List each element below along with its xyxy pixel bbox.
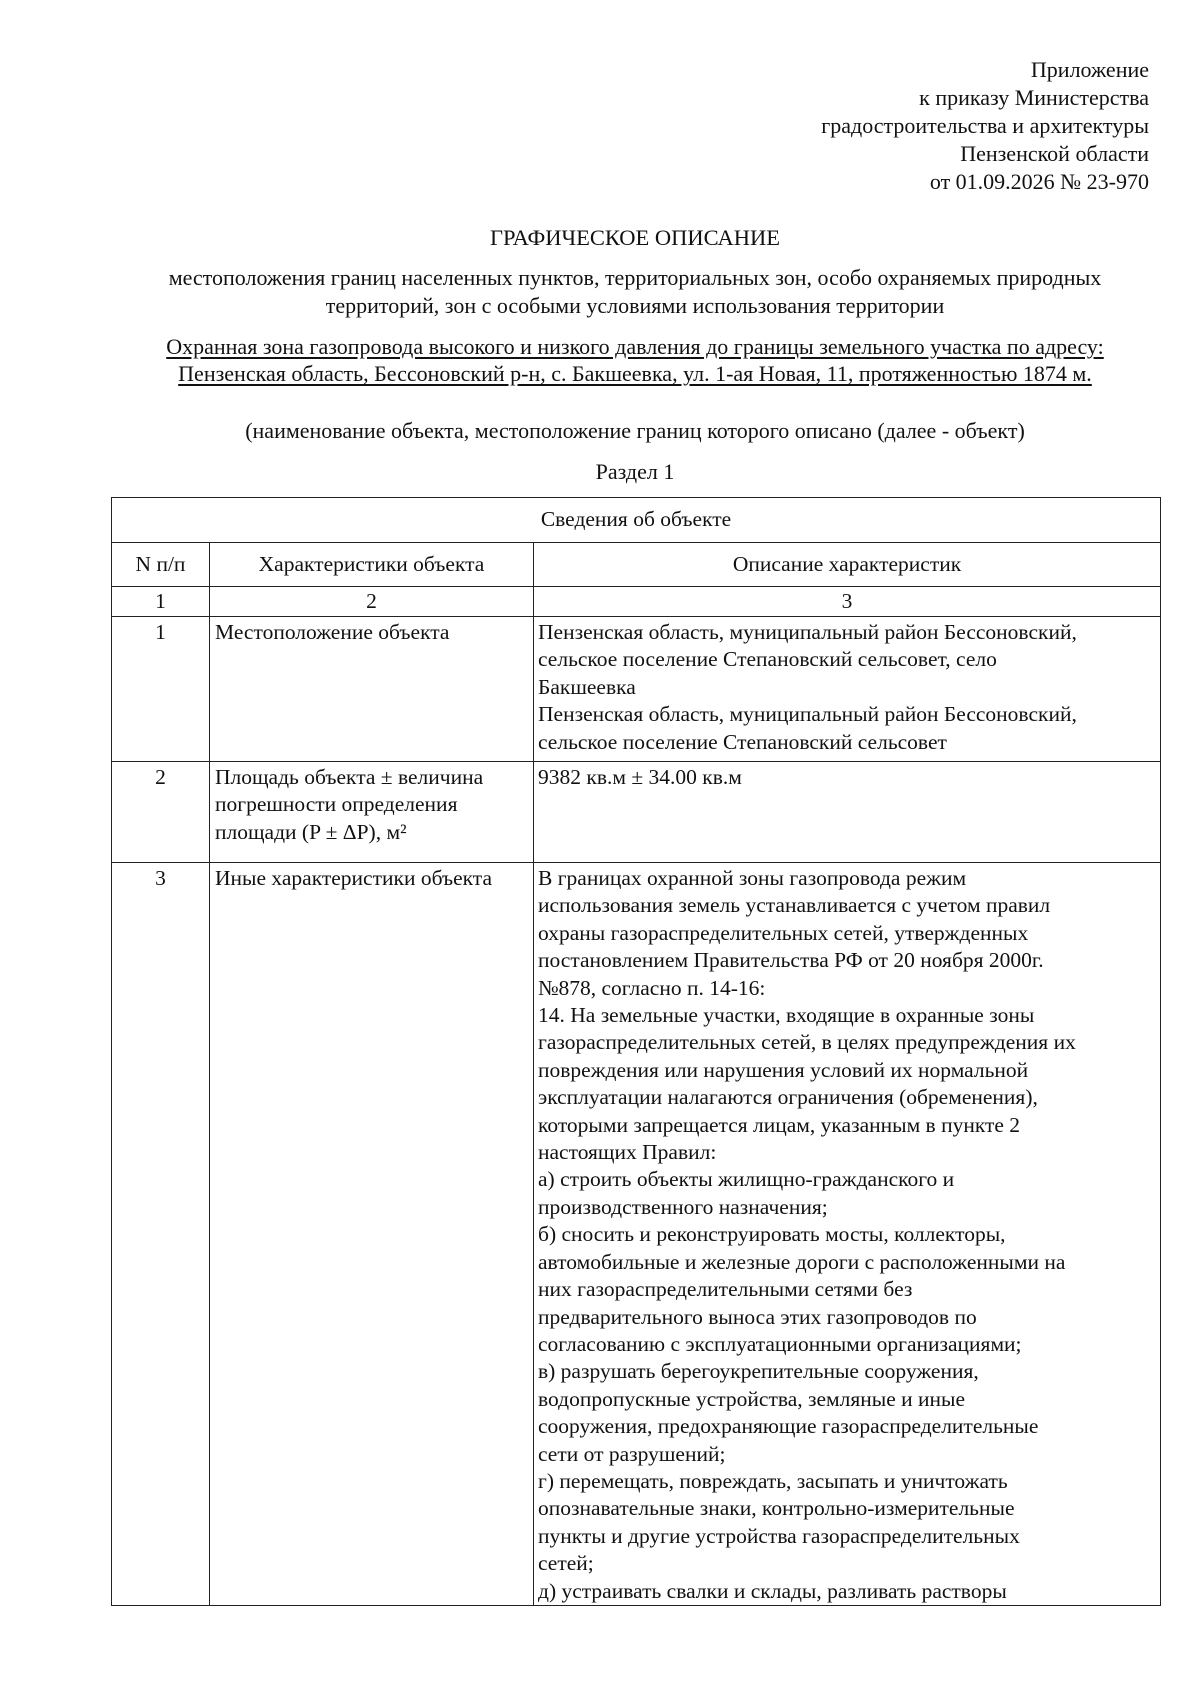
description-line: б) сносить и реконструировать мосты, коллекторы, <box>538 1222 1006 1247</box>
table-caption: Сведения об объекте <box>112 498 1161 543</box>
table-row <box>112 617 1161 762</box>
description-line: в) разрушать берегоукрепительные сооружения, <box>538 1359 979 1384</box>
appendix-line: к приказу Министерства <box>919 85 1149 110</box>
description-line: сетей; <box>538 1551 594 1576</box>
row-number: 2 <box>112 762 210 863</box>
description-line: эксплуатации налагаются ограничения (обременения), <box>538 1085 1038 1110</box>
description-line: сети от разрушений; <box>538 1441 726 1466</box>
description-line: №878, согласно п. 14-16: <box>538 975 766 1000</box>
row-description <box>534 762 1161 863</box>
description-line: Пензенская область, муниципальный район Бессоновский, <box>538 702 1077 727</box>
description-line: повреждения или нарушения условий их нормальной <box>538 1057 1029 1082</box>
index-cell: 1 <box>112 587 210 617</box>
description-line: сельское поселение Степановский сельсовет <box>538 729 947 754</box>
section-title: Раздел 1 <box>595 459 675 484</box>
description-line: автомобильные и железные дороги с расположенными на <box>538 1249 1066 1274</box>
row-description <box>534 863 1161 1606</box>
description-line: производственного назначения; <box>538 1194 828 1219</box>
description-line: них газораспределительными сетями без <box>538 1277 913 1302</box>
description-line: которыми запрещается лицам, указанным в пункте 2 <box>538 1112 1021 1137</box>
description-line: использования земель устанавливается с учетом правил <box>538 893 1051 918</box>
description-line: пункты и другие устройства газораспределительных <box>538 1523 1020 1548</box>
description-line: сельское поселение Степановский сельсовет, село <box>538 647 997 672</box>
description-line: д) устраивать свалки и склады, разливать растворы <box>538 1578 1007 1603</box>
description-line: настоящих Правил: <box>538 1140 717 1165</box>
index-cell: 3 <box>534 587 1161 617</box>
description-line: г) перемещать, повреждать, засыпать и уничтожать <box>538 1468 1008 1493</box>
appendix-header <box>821 56 1149 196</box>
table-header-row <box>112 543 1161 587</box>
document-title: ГРАФИЧЕСКОЕ ОПИСАНИЕ <box>489 225 781 250</box>
object-info-table <box>111 497 1161 1606</box>
description-line: 14. На земельные участки, входящие в охранные зоны <box>538 1003 1035 1028</box>
table-row <box>112 863 1161 1606</box>
header-characteristic: Характеристики объекта <box>210 543 534 587</box>
description-line: охраны газораспределительных сетей, утвержденных <box>538 920 1029 945</box>
table-index-row <box>112 587 1161 617</box>
row-description <box>534 617 1161 762</box>
description-line: опознавательные знаки, контрольно-измерительные <box>538 1496 1015 1521</box>
characteristic-line: погрешности определения <box>215 792 458 817</box>
object-name-caption: (наименование объекта, местоположение границ которого описано (далее - объект) <box>245 418 1025 443</box>
description-line: газораспределительных сетей, в целях предупреждения их <box>538 1030 1076 1055</box>
description-line: Пензенская область, муниципальный район Бессоновский, <box>538 620 1077 644</box>
description-line: согласованию с эксплуатационными организациями; <box>538 1331 1022 1356</box>
appendix-line: от 01.09.2026 № 23-970 <box>929 169 1149 194</box>
header-number: N п/п <box>112 543 210 587</box>
description-line: сооружения, предохраняющие газораспределительные <box>538 1414 1039 1439</box>
document-subtitle: местоположения границ населенных пунктов, территориальных зон, особо охраняемых природных территорий, зон с особыми условиями использования территории <box>168 265 1102 318</box>
row-number: 1 <box>112 617 210 762</box>
characteristic-line: площади (P ± ΔP), м² <box>215 819 407 844</box>
appendix-line: Приложение <box>1030 57 1149 82</box>
index-cell: 2 <box>210 587 534 617</box>
description-line: предварительного выноса этих газопроводов по <box>538 1304 977 1329</box>
header-description: Описание характеристик <box>534 543 1161 587</box>
appendix-line: Пензенской области <box>960 141 1149 166</box>
appendix-line: градостроительства и архитектуры <box>821 113 1149 138</box>
description-line: Бакшеевка <box>538 674 636 699</box>
row-characteristic: Иные характеристики объекта <box>210 863 534 1606</box>
description-line: В границах охранной зоны газопровода режим <box>538 866 967 890</box>
table-row <box>112 762 1161 863</box>
description-line: 9382 кв.м ± 34.00 кв.м <box>538 765 742 789</box>
description-line: водопропускные устройства, земляные и иные <box>538 1386 966 1411</box>
row-characteristic <box>210 762 534 863</box>
row-number: 3 <box>112 863 210 1606</box>
characteristic-line: Площадь объекта ± величина <box>215 765 484 789</box>
description-line: а) строить объекты жилищно-гражданского и <box>538 1167 955 1192</box>
description-line: постановлением Правительства РФ от 20 ноября 2000г. <box>538 948 1044 973</box>
row-characteristic: Местоположение объекта <box>210 617 534 762</box>
object-name: Охранная зона газопровода высокого и низкого давления до границы земельного участка по адресу: Пензенская область, Бессоновский р-н, с. Бакшеевка, ул. 1-ая Новая, 11, протяженностью 1874 м. <box>166 334 1104 386</box>
